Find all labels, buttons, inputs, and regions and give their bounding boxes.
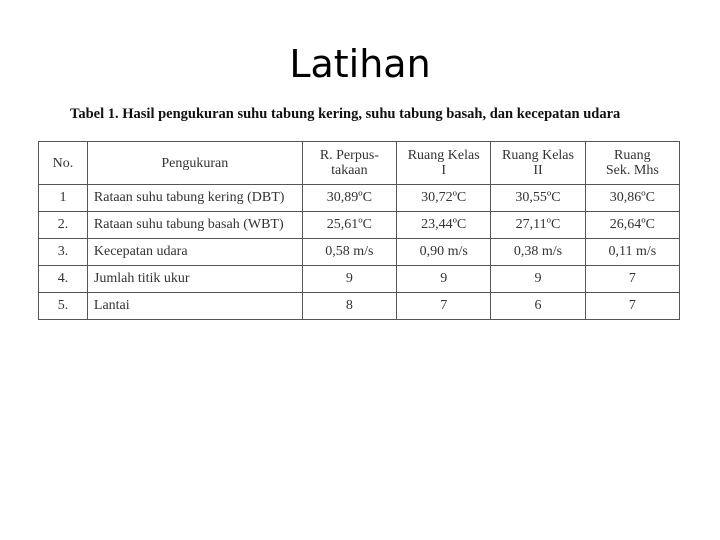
row-measurement: Rataan suhu tabung basah (WBT) <box>87 212 302 239</box>
cell-value: 6 <box>491 293 585 320</box>
cell-value: 7 <box>585 293 679 320</box>
row-measurement: Rataan suhu tabung kering (DBT) <box>87 185 302 212</box>
header-class-2-line2: II <box>533 163 543 178</box>
cell-value: 7 <box>585 266 679 293</box>
cell-value: 0,38 m/s <box>491 239 585 266</box>
table-row <box>39 239 680 266</box>
row-measurement: Lantai <box>87 293 302 320</box>
table-header-row <box>39 142 680 185</box>
table-row <box>39 293 680 320</box>
row-measurement: Kecepatan udara <box>87 239 302 266</box>
header-library-line1: R. Perpus- <box>319 148 379 163</box>
header-no: No. <box>39 142 88 185</box>
cell-value: 25,61ºC <box>302 212 396 239</box>
cell-value: 30,86ºC <box>585 185 679 212</box>
cell-value: 9 <box>397 266 491 293</box>
header-measurement: Pengukuran <box>87 142 302 185</box>
cell-value: 8 <box>302 293 396 320</box>
header-library-line2: takaan <box>331 163 368 178</box>
row-number: 4. <box>39 266 88 293</box>
table-row <box>39 266 680 293</box>
header-student-secretariat <box>585 142 679 185</box>
cell-value: 7 <box>397 293 491 320</box>
cell-value: 0,90 m/s <box>397 239 491 266</box>
row-number: 2. <box>39 212 88 239</box>
header-class-1-line1: Ruang Kelas <box>407 148 480 163</box>
cell-value: 23,44ºC <box>397 212 491 239</box>
header-class-1 <box>397 142 491 185</box>
row-measurement: Jumlah titik ukur <box>87 266 302 293</box>
slide-title: Latihan <box>289 42 431 86</box>
cell-value: 9 <box>491 266 585 293</box>
measurement-table <box>38 141 680 320</box>
header-library <box>302 142 396 185</box>
cell-value: 0,11 m/s <box>585 239 679 266</box>
cell-value: 9 <box>302 266 396 293</box>
header-student-secretariat-line1: Ruang <box>614 148 651 163</box>
cell-value: 30,89ºC <box>302 185 396 212</box>
table-row <box>39 212 680 239</box>
header-student-secretariat-line2: Sek. Mhs <box>605 163 659 178</box>
row-number: 3. <box>39 239 88 266</box>
row-number: 5. <box>39 293 88 320</box>
cell-value: 27,11ºC <box>491 212 585 239</box>
header-class-2 <box>491 142 585 185</box>
cell-value: 0,58 m/s <box>302 239 396 266</box>
table-row <box>39 185 680 212</box>
cell-value: 30,55ºC <box>491 185 585 212</box>
row-number: 1 <box>39 185 88 212</box>
header-class-2-line1: Ruang Kelas <box>502 148 574 163</box>
cell-value: 26,64ºC <box>585 212 679 239</box>
cell-value: 30,72ºC <box>397 185 491 212</box>
header-class-1-line2: I <box>441 163 447 178</box>
table-caption: Tabel 1. Hasil pengukuran suhu tabung kering, suhu tabung basah, dan kecepatan udara <box>70 106 621 122</box>
